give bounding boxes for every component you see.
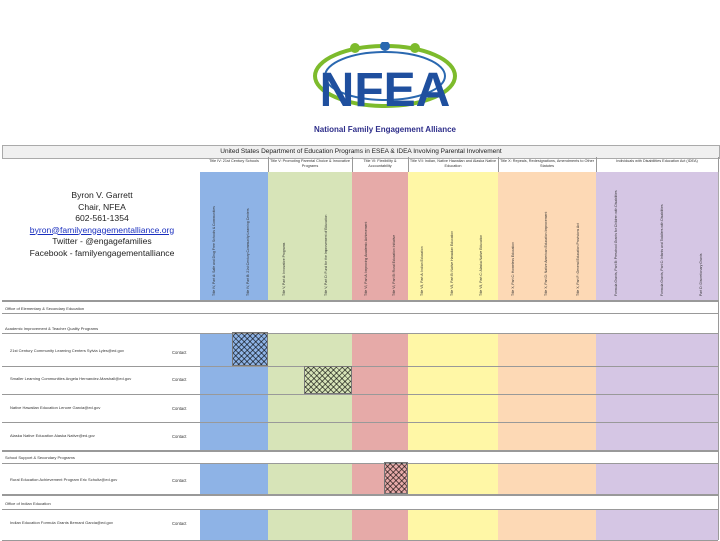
group-header-title-vi: Title VI: Flexibility & Accountability [352, 157, 409, 300]
column-header: Formula Grants, Part C: Infants and Toddlers with Disabilities [640, 172, 689, 300]
row-label: 21st Century Community Learning Centers Sylvia Lyles@ed.gov [10, 348, 124, 353]
row-divider [2, 366, 718, 367]
section-strip [2, 313, 718, 334]
marked-cell [232, 332, 268, 366]
nfea-logo [300, 42, 470, 138]
contact-role: Chair, NFEA [78, 201, 126, 212]
row-label: Rural Education Achievement Program Eric Schultz@ed.gov [10, 477, 118, 482]
section-strip [2, 495, 718, 510]
column-header: Title V, Part D: Fund for the Improvement of Education [304, 172, 353, 300]
row-divider [2, 394, 718, 395]
row-label: Alaska Native Education Alaska Native@ed.gov [10, 433, 95, 438]
column-header: Title IV, Part A: Safe and Drug Free Schools & Communities [200, 172, 233, 300]
row-label: Native Hawaiian Education Lenore Garcia@ed.gov [10, 405, 101, 410]
column-header: Title VI, Part A: Improving Academic Achievement [352, 172, 385, 300]
contact-twitter: Twitter - @engagefamilies [52, 236, 152, 246]
logo-subtitle: National Family Engagement Alliance [314, 125, 456, 134]
section-label: Academic Improvement & Teacher Quality Programs [5, 326, 99, 331]
section-strip [2, 451, 718, 464]
section-label: Office of Elementary & Secondary Education [5, 306, 85, 311]
column-header: Title X, Part F: General Education Provisions Act [564, 172, 597, 300]
table-title: United States Department of Education Programs in ESEA & IDEA Involving Parental Involvement [2, 145, 720, 159]
row-contact-link[interactable]: Contact [172, 406, 187, 411]
column-header: Title VII, Part C: Alaska Native Education [468, 172, 499, 300]
column-header: Title VI, Part B: Rural Education Initiative [384, 172, 409, 300]
row-divider [2, 422, 718, 423]
row-contact-link[interactable]: Contact [172, 350, 187, 355]
group-header-title-iv: Title IV: 21st Century Schools [200, 157, 269, 300]
row-label: Indian Education Formula Grants Bernard Garcia@ed.gov [10, 520, 114, 525]
column-header: Part D: Discretionary Grants [688, 172, 719, 300]
group-header-title-x: Title X: Repeals, Redesignations, Amendments to Other Statutes [498, 157, 597, 300]
group-header-title-v: Title V: Promoting Parental Choice & Innovative Programs [268, 157, 353, 300]
group-header-title-vii: Title VII: Indian, Native Hawaiian and Alaska Native Education [408, 157, 499, 300]
row-contact-link[interactable]: Contact [172, 521, 187, 526]
column-header: Formula Grants, Part B: Preschool Grants for Children with Disabilities [596, 172, 641, 300]
group-header-idea: Individuals with Disabilities Education Act (IDEA) [596, 157, 719, 300]
marked-cell [384, 462, 408, 494]
marked-cell [304, 366, 352, 394]
contact-email-link[interactable]: byron@familyengagementalliance.org [29, 224, 175, 235]
column-header: Title VII, Part B: Native Hawaiian Education [440, 172, 469, 300]
column-header: Title X, Part C: Homeless Education [498, 172, 533, 300]
row-contact-link[interactable]: Contact [172, 478, 187, 483]
column-header: Title IV, Part B: 21st Century Community Learning Centers [232, 172, 269, 300]
contact-phone: 602-561-1354 [75, 213, 129, 223]
contact-block [12, 190, 192, 259]
column-header: Title X, Part D: Native American Education Improvement [532, 172, 565, 300]
column-header: Title VII, Part A: Indian Education [408, 172, 441, 300]
contact-facebook: Facebook - familyengagementalliance [29, 247, 175, 258]
logo-text: NFEA [319, 64, 451, 117]
column-header: Title V, Part A: Innovative Programs [268, 172, 305, 300]
section-label: Office of Indian Education [5, 501, 51, 506]
row-contact-link[interactable]: Contact [172, 434, 187, 439]
section-label: School Support & Secondary Programs [5, 455, 75, 460]
row-label: Smaller Learning Communities Angela Hernandez-Marshall@ed.gov [10, 376, 132, 381]
contact-name: Byron V. Garrett [71, 190, 133, 200]
row-contact-link[interactable]: Contact [172, 377, 187, 382]
